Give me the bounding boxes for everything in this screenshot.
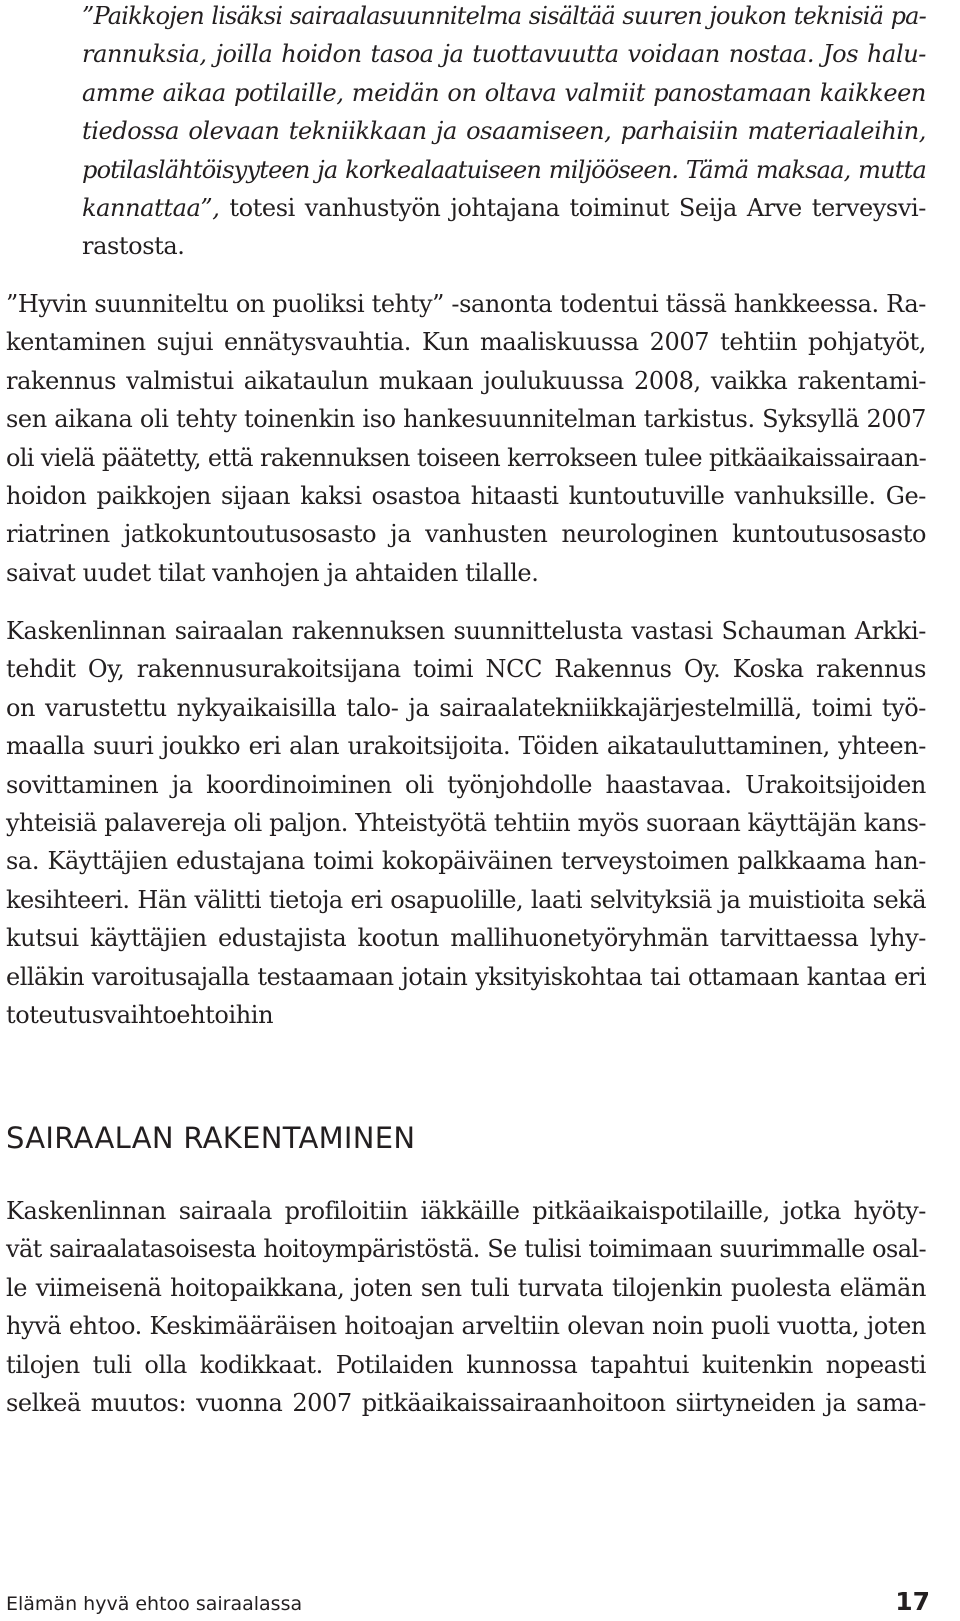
paragraph-line: hyvä ehtoo. Keskimääräisen hoitoajan arveltiin olevan noin puoli vuotta, joten — [6, 1312, 926, 1341]
paragraph-line: toteutusvaihtoehtoihin — [6, 1000, 274, 1029]
quote-line: amme aikaa potilaille, meidän on oltava valmiit panostamaan kaikkeen — [82, 78, 926, 107]
paragraph-line: Kaskenlinnan sairaalan rakennuksen suunnittelusta vastasi Schauman Arkki- — [6, 617, 926, 645]
paragraph-line: ”Hyvin suunniteltu on puoliksi tehty” -sanonta todentui tässä hankkeessa. Ra- — [6, 290, 926, 318]
paragraph-line: saivat uudet tilat vanhojen ja ahtaiden tilalle. — [6, 558, 539, 587]
paragraph-line: tilojen tuli olla kodikkaat. Potilaiden kunnossa tapahtui kuitenkin nopeasti — [6, 1350, 926, 1379]
paragraph-line: elläkin varoitusajalla testaamaan jotain yksityiskohtaa tai ottamaan kantaa eri — [6, 962, 926, 991]
paragraph-line: oli vielä päätetty, että rakennuksen toiseen kerrokseen tulee pitkäaikaissairaan- — [6, 443, 926, 472]
quote-line: tiedossa olevaan tekniikkaan ja osaamiseen, parhaisiin materiaaleihin, — [82, 117, 926, 146]
paragraph-line: riatrinen jatkokuntoutusosasto ja vanhusten neurologinen kuntoutusosasto — [6, 520, 926, 549]
paragraph-line: sen aikana oli tehty toinenkin iso hankesuunnitelman tarkistus. Syksyllä 2007 — [6, 405, 926, 434]
body-paragraph-hospital-profile — [6, 1192, 926, 1422]
paragraph-line: le viimeisenä hoitopaikkana, joten sen tuli turvata tilojenkin puolesta elämän — [6, 1273, 926, 1302]
page-number: 17 — [895, 1587, 930, 1616]
footer-title: Elämän hyvä ehtoo sairaalassa — [6, 1593, 303, 1615]
paragraph-line: on varustettu nykyaikaisilla talo- ja sairaalatekniikkajärjestelmillä, toimi työ- — [6, 693, 926, 722]
paragraph-line: sa. Käyttäjien edustajana toimi kokopäiväinen terveystoimen palkkaama han- — [6, 847, 926, 876]
paragraph-line: maalla suuri joukko eri alan urakoitsijoita. Töiden aikatauluttaminen, yhteen- — [6, 732, 926, 761]
paragraph-line: kesihteeri. Hän välitti tietoja eri osapuolille, laati selvityksiä ja muistioita sekä — [6, 885, 926, 914]
paragraph-line: tehdit Oy, rakennusurakoitsijana toimi NCC Rakennus Oy. Koska rakennus — [6, 655, 926, 684]
page-footer — [6, 1587, 930, 1619]
quote-line: rannuksia, joilla hoidon tasoa ja tuottavuutta voidaan nostaa. Jos halu- — [82, 40, 926, 69]
quote-line: potilaslähtöisyyteen ja korkealaatuiseen miljööseen. Tämä maksaa, mutta — [82, 155, 926, 184]
paragraph-line: yhteisiä palavereja oli paljon. Yhteistyötä tehtiin myös suoraan käyttäjän kans- — [6, 808, 926, 837]
paragraph-line: kutsui käyttäjien edustajista kootun mallihuonetyöryhmän tarvittaessa lyhy- — [6, 924, 926, 953]
paragraph-line: vät sairaalatasoisesta hoitoympäristöstä. Se tulisi toimimaan suurimmalle osal- — [6, 1235, 926, 1264]
paragraph-line: selkeä muutos: vuonna 2007 pitkäaikaissairaanhoitoon siirtyneiden ja sama- — [6, 1388, 926, 1417]
body-paragraph-design-contractors — [6, 612, 926, 1034]
quote-attribution-text: totesi vanhustyön johtajana toiminut Seija Arve terveysvi- — [219, 193, 926, 222]
quote-paragraph — [82, 0, 926, 266]
paragraph-line: rakennus valmistui aikataulun mukaan joulukuussa 2008, vaikka rakentami- — [6, 366, 926, 395]
quote-line: ”Paikkojen lisäksi sairaalasuunnitelma sisältää suuren joukon teknisiä pa- — [82, 2, 926, 30]
body-paragraph-construction-schedule — [6, 285, 926, 592]
section-heading: SAIRAALAN RAKENTAMINEN — [6, 1121, 416, 1155]
quote-line: rastosta. — [82, 232, 185, 261]
quote-closing-text: kannattaa”, — [82, 193, 220, 222]
paragraph-line: kentaminen sujui ennätysvauhtia. Kun maaliskuussa 2007 tehtiin pohjatyöt, — [6, 328, 926, 357]
paragraph-line: sovittaminen ja koordinoiminen oli työnjohdolle haastavaa. Urakoitsijoiden — [6, 770, 926, 799]
paragraph-line: hoidon paikkojen sijaan kaksi osastoa hitaasti kuntoutuville vanhuksille. Ge- — [6, 481, 926, 510]
quote-attribution-line — [82, 189, 926, 227]
paragraph-line: Kaskenlinnan sairaala profiloitiin iäkkäille pitkäaikaispotilaille, jotka hyöty- — [6, 1197, 926, 1225]
